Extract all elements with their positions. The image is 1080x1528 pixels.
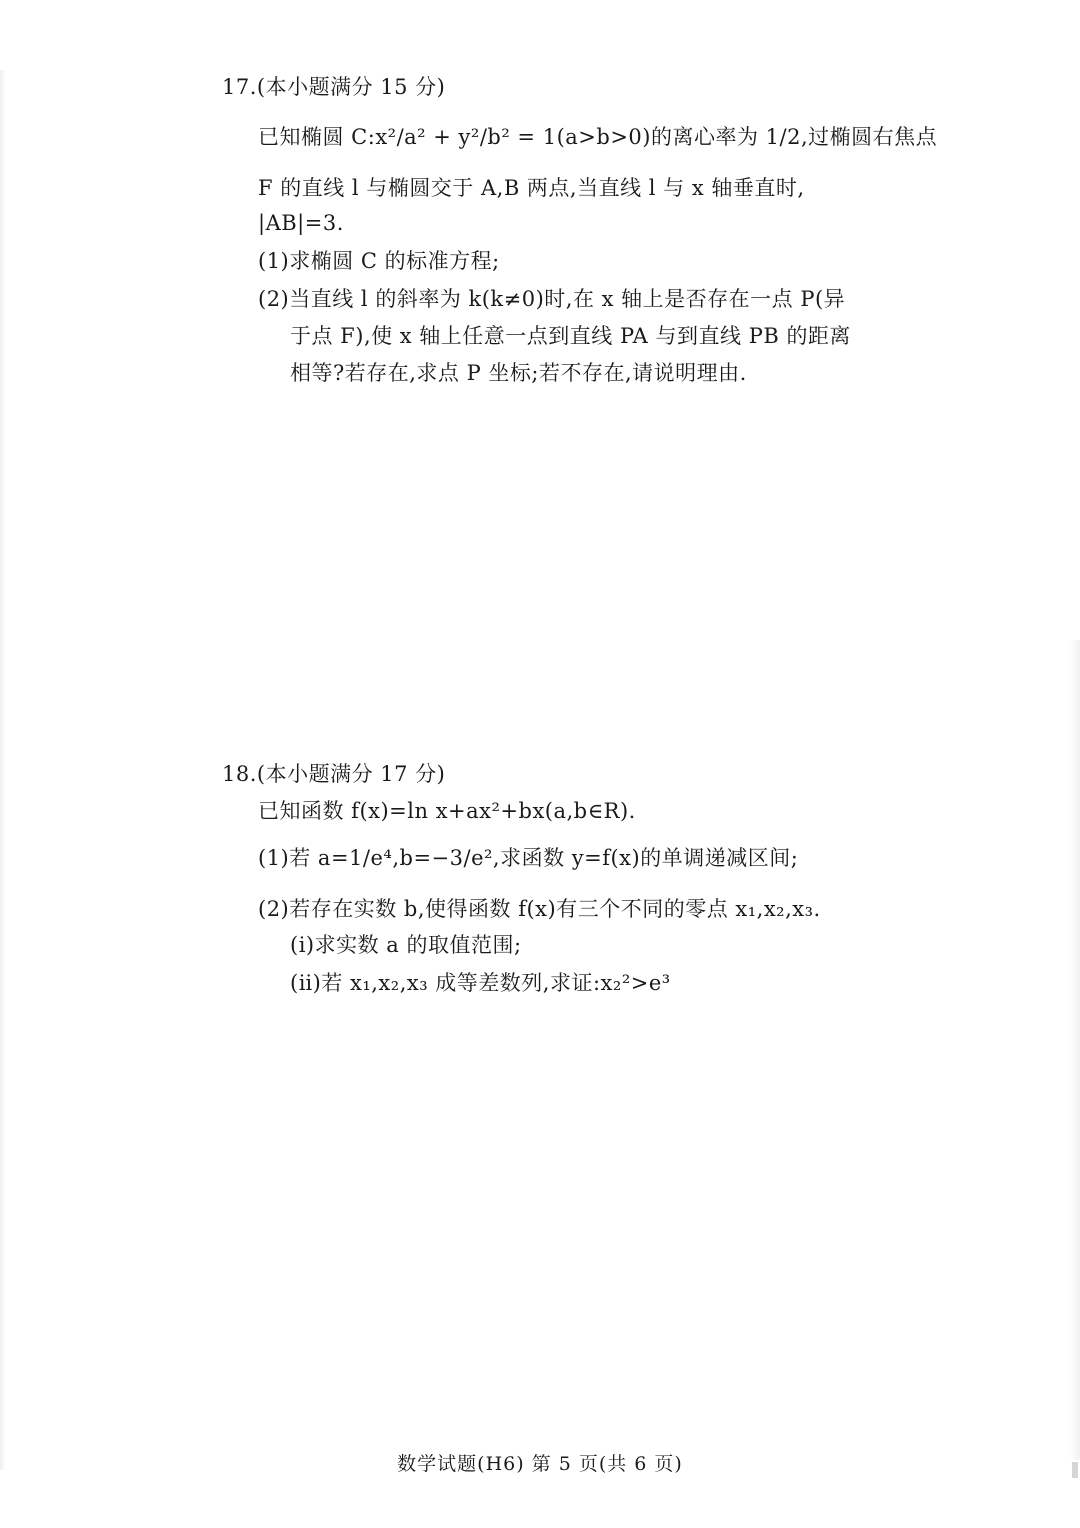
question-17-part-1: (1)求椭圆 C 的标准方程; — [258, 249, 500, 273]
page-footer: 数学试题(H6) 第 5 页(共 6 页) — [397, 1453, 683, 1475]
question-17-stem-line-1: 已知椭圆 C:x²/a² + y²/b² = 1(a>b>0)的离心率为 1/2,过椭圆右焦点 — [258, 125, 938, 149]
scan-edge-shadow — [1070, 640, 1080, 1460]
question-17-part-2-line-1: (2)当直线 l 的斜率为 k(k≠0)时,在 x 轴上是否存在一点 P(异 — [258, 287, 846, 311]
question-18-part-1: (1)若 a=1/e⁴,b=−3/e²,求函数 y=f(x)的单调递减区间; — [258, 846, 799, 870]
question-17-part-2-line-3: 相等?若存在,求点 P 坐标;若不存在,请说明理由. — [290, 361, 747, 385]
question-17-stem-line-2: F 的直线 l 与椭圆交于 A,B 两点,当直线 l 与 x 轴垂直时, — [258, 176, 805, 200]
question-18-header: 18.(本小题满分 17 分) — [222, 762, 446, 786]
question-17-header: 17.(本小题满分 15 分) — [222, 75, 446, 99]
question-17-part-2-line-2: 于点 F),使 x 轴上任意一点到直线 PA 与到直线 PB 的距离 — [290, 324, 851, 348]
question-18-sub-1: (ⅰ)求实数 a 的取值范围; — [290, 933, 522, 957]
question-18-part-2: (2)若存在实数 b,使得函数 f(x)有三个不同的零点 x₁,x₂,x₃. — [258, 897, 821, 921]
question-18-sub-2: (ⅱ)若 x₁,x₂,x₃ 成等差数列,求证:x₂²>e³ — [290, 971, 671, 995]
question-17-stem-line-3: |AB|=3. — [258, 211, 344, 235]
question-18-stem: 已知函数 f(x)=ln x+ax²+bx(a,b∈R). — [258, 799, 636, 823]
scan-edge-shadow — [0, 70, 6, 1470]
